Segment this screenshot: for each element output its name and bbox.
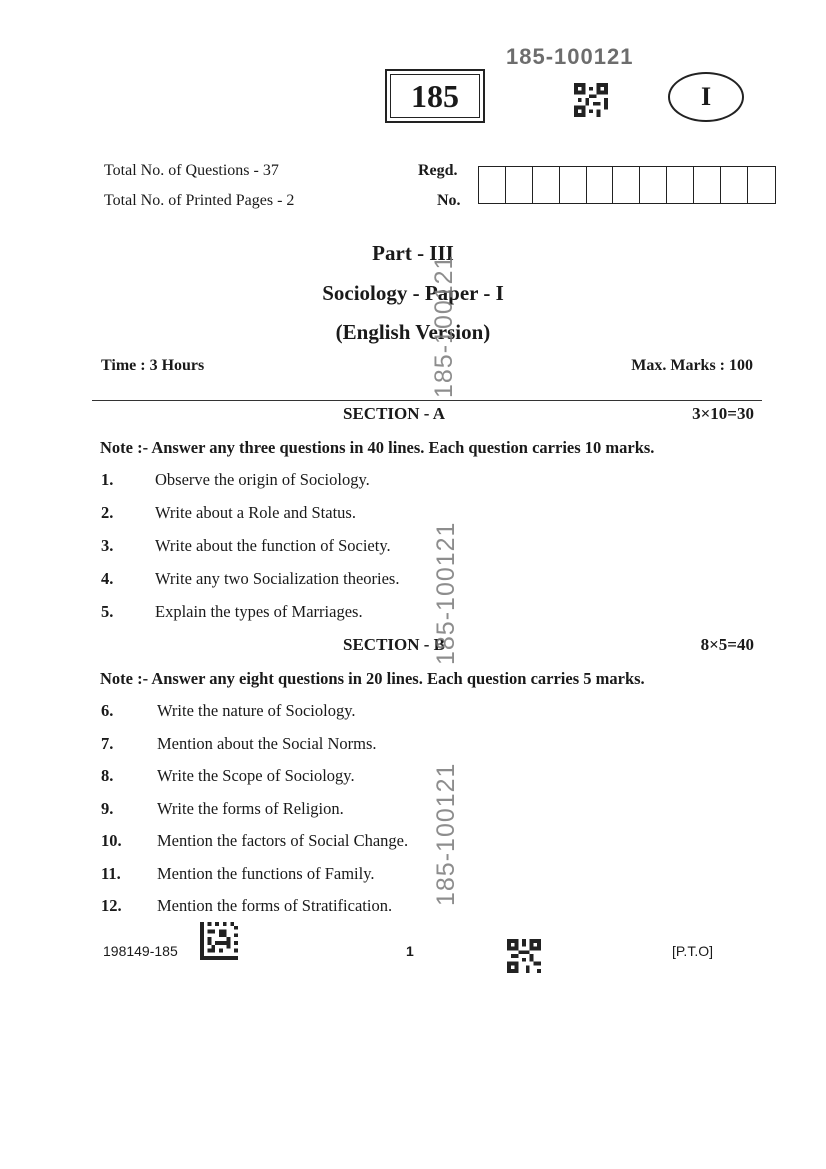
regd-number-cell[interactable] (667, 167, 694, 203)
footer-serial: 198149-185 (103, 943, 178, 959)
regd-no-label: No. (437, 192, 461, 209)
question-text: Mention about the Social Norms. (157, 733, 377, 753)
regd-number-cell[interactable] (613, 167, 640, 203)
question-text: Write any two Socialization theories. (155, 569, 400, 588)
question-number: 5. (101, 602, 114, 621)
regd-number-cell[interactable] (560, 167, 587, 203)
set-indicator (668, 72, 744, 122)
regd-number-cell[interactable] (721, 167, 748, 203)
question-text: Write the Scope of Sociology. (157, 766, 355, 785)
max-marks: Max. Marks : 100 (631, 357, 753, 374)
paper-code: 185 (411, 77, 459, 114)
total-questions: Total No. of Questions - 37 (104, 162, 279, 179)
section-b-title: SECTION - B (343, 635, 446, 654)
question-text: Write about the function of Society. (155, 536, 391, 555)
regd-number-cell[interactable] (748, 167, 775, 203)
qr-code-icon (506, 939, 542, 973)
watermark-stamp: 185-100121 (432, 521, 460, 665)
question-text: Mention the forms of Stratification. (157, 896, 393, 915)
part-title: Part - III (372, 241, 454, 265)
regd-number-cell[interactable] (694, 167, 721, 203)
section-b-note: Note :- Answer any eight questions in 20 lines. Each question carries 5 marks. (100, 669, 645, 688)
question-text: Mention the factors of Social Change. (157, 831, 409, 850)
regd-number-cell[interactable] (506, 167, 533, 203)
question-number: 11. (101, 863, 121, 883)
datamatrix-barcode-icon (200, 922, 238, 960)
question-number: 12. (101, 896, 122, 915)
paper-code-box (385, 69, 485, 123)
total-pages: Total No. of Printed Pages - 2 (104, 192, 295, 209)
question-text: Observe the origin of Sociology. (155, 470, 370, 489)
question-number: 6. (101, 701, 114, 720)
divider (92, 400, 762, 401)
section-a-note: Note :- Answer any three questions in 40 lines. Each question carries 10 marks. (100, 438, 655, 457)
question-text: Write the forms of Religion. (157, 798, 344, 818)
question-number: 3. (101, 536, 114, 555)
version-title: (English Version) (335, 320, 491, 344)
question-number: 1. (101, 470, 114, 489)
regd-number-cell[interactable] (587, 167, 614, 203)
question-number: 9. (101, 798, 114, 818)
page-number: 1 (406, 943, 414, 959)
time-allowed: Time : 3 Hours (101, 357, 205, 374)
regd-label: Regd. (418, 162, 458, 179)
regd-number-cell[interactable] (533, 167, 560, 203)
section-a-marks: 3×10=30 (692, 404, 754, 423)
set-label: I (700, 82, 712, 111)
paper-code-stamp: 185-100121 (506, 44, 634, 69)
question-number: 8. (101, 766, 114, 785)
qr-code-icon (573, 83, 609, 117)
question-text: Write about a Role and Status. (155, 503, 356, 522)
page-turn-over: [P.T.O] (672, 943, 713, 959)
question-text: Write the nature of Sociology. (157, 701, 356, 720)
watermark-stamp: 185-100121 (430, 254, 458, 398)
question-number: 10. (101, 831, 122, 850)
registration-number-boxes[interactable] (478, 166, 776, 204)
subject-title: Sociology - Paper - I (322, 281, 504, 305)
question-number: 4. (101, 569, 114, 588)
regd-number-cell[interactable] (640, 167, 667, 203)
question-number: 7. (101, 733, 114, 753)
question-number: 2. (101, 503, 114, 522)
regd-number-cell[interactable] (479, 167, 506, 203)
watermark-stamp: 185-100121 (432, 762, 460, 906)
section-a-title: SECTION - A (343, 404, 446, 423)
section-b-marks: 8×5=40 (700, 635, 754, 654)
question-text: Explain the types of Marriages. (155, 602, 363, 621)
question-text: Mention the functions of Family. (157, 863, 375, 883)
